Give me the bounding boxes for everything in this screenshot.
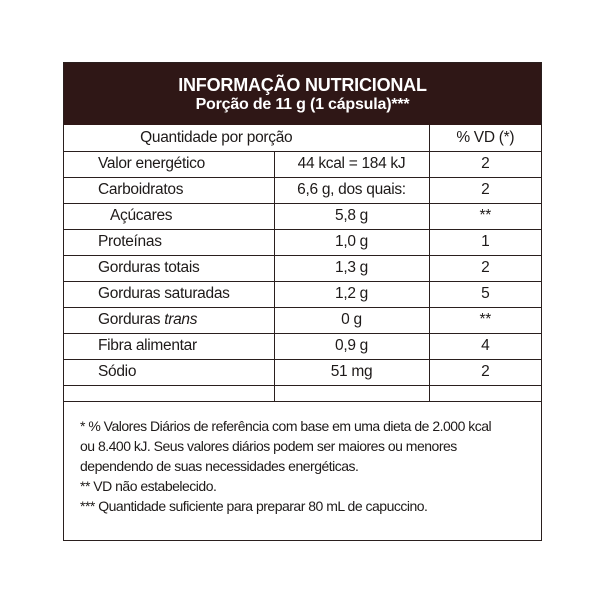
nutrient-value: 44 kcal = 184 kJ xyxy=(274,151,429,177)
nutrition-title: INFORMAÇÃO NUTRICIONAL xyxy=(178,75,427,95)
table-row xyxy=(64,307,541,333)
footnote-line: *** Quantidade suficiente para preparar 80 mL de capuccino. xyxy=(80,497,428,514)
footnote-line: dependendo de suas necessidades energéticas. xyxy=(80,457,359,474)
table-row xyxy=(64,359,541,385)
nutrient-name: Carboidratos xyxy=(64,177,274,203)
nutrition-facts-panel xyxy=(63,62,542,541)
footnote-line: ** VD não estabelecido. xyxy=(80,477,217,494)
nutrient-vd: ** xyxy=(429,307,541,333)
nutrient-value: 1,3 g xyxy=(274,255,429,281)
spacer-cell xyxy=(64,385,274,401)
nutrient-name-italic: trans xyxy=(164,311,198,328)
nutrient-name: Fibra alimentar xyxy=(64,333,274,359)
table-header-row xyxy=(64,125,541,151)
footnotes xyxy=(64,402,541,516)
nutrient-name: Proteínas xyxy=(64,229,274,255)
nutrient-vd: 5 xyxy=(429,281,541,307)
nutrient-value: 6,6 g, dos quais: xyxy=(274,177,429,203)
vd-column-header: % VD (*) xyxy=(429,125,541,151)
nutrient-value: 5,8 g xyxy=(274,203,429,229)
table-row xyxy=(64,177,541,203)
nutrient-name: Valor energético xyxy=(64,151,274,177)
table-row xyxy=(64,229,541,255)
nutrient-name: Gorduras saturadas xyxy=(64,281,274,307)
spacer-cell xyxy=(274,385,429,401)
nutrient-name: Sódio xyxy=(64,359,274,385)
table-row xyxy=(64,151,541,177)
table-row xyxy=(64,255,541,281)
nutrient-value: 51 mg xyxy=(274,359,429,385)
table-row xyxy=(64,281,541,307)
footnote-line: * % Valores Diários de referência com base em uma dieta de 2.000 kcal xyxy=(80,417,492,434)
footnote-line: ou 8.400 kJ. Seus valores diários podem ser maiores ou menores xyxy=(80,437,457,454)
nutrition-table xyxy=(64,125,541,402)
nutrient-value: 1,0 g xyxy=(274,229,429,255)
serving-size: Porção de 11 g (1 cápsula)*** xyxy=(195,96,410,113)
nutrient-name-text: Gorduras xyxy=(98,311,161,328)
nutrient-value: 1,2 g xyxy=(274,281,429,307)
table-row xyxy=(64,203,541,229)
nutrient-value: 0 g xyxy=(274,307,429,333)
nutrient-vd: 1 xyxy=(429,229,541,255)
nutrient-vd: 2 xyxy=(429,255,541,281)
nutrition-header xyxy=(64,63,541,125)
nutrient-name: Gorduras totais xyxy=(64,255,274,281)
nutrient-vd: 4 xyxy=(429,333,541,359)
nutrient-value: 0,9 g xyxy=(274,333,429,359)
spacer-row xyxy=(64,385,541,401)
nutrient-vd: 2 xyxy=(429,359,541,385)
nutrient-name xyxy=(64,307,274,333)
nutrient-vd: 2 xyxy=(429,151,541,177)
portion-column-header: Quantidade por porção xyxy=(64,125,429,151)
spacer-cell xyxy=(429,385,541,401)
nutrient-vd: 2 xyxy=(429,177,541,203)
table-row xyxy=(64,333,541,359)
nutrient-name: Açúcares xyxy=(64,203,274,229)
nutrient-vd: ** xyxy=(429,203,541,229)
